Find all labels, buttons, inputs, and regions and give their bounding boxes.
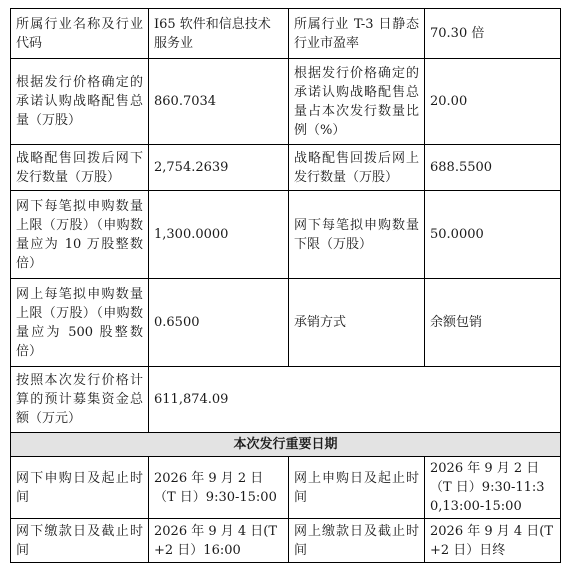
offline-quantity-label: 战略配售回拨后网下发行数量（万股）	[11, 145, 149, 191]
proceeds-value: 611,874.09	[149, 367, 561, 433]
strategic-placement-label: 根据发行价格确定的承诺认购战略配售总量（万股）	[11, 59, 149, 145]
offline-min-label: 网下每笔拟申购数量下限（万股）	[289, 191, 425, 279]
online-quantity-value: 688.5500	[425, 145, 561, 191]
industry-label: 所属行业名称及行业代码	[11, 9, 149, 59]
table-row	[11, 279, 561, 367]
industry-value: I65 软件和信息技术服务业	[149, 9, 289, 59]
online-max-label: 网上每笔拟申购数量上限（万股）（申购数量应为 500 股整数倍）	[11, 279, 149, 367]
offline-quantity-value: 2,754.2639	[149, 145, 289, 191]
offline-payment-date-value: 2026 年 9 月 4 日(T+2 日）16:00	[149, 519, 289, 563]
offline-max-label: 网下每笔拟申购数量上限（万股）（申购数量应为 10 万股整数倍）	[11, 191, 149, 279]
table-row	[11, 59, 561, 145]
offline-payment-date-label: 网下缴款日及截止时间	[11, 519, 149, 563]
online-payment-date-value: 2026 年 9 月 4 日(T+2 日）日终	[425, 519, 561, 563]
offline-subscription-date-value: 2026 年 9 月 2 日（T 日）9:30-15:00	[149, 457, 289, 519]
strategic-ratio-value: 20.00	[425, 59, 561, 145]
online-subscription-date-label: 网上申购日及起止时间	[289, 457, 425, 519]
online-subscription-date-value: 2026 年 9 月 2 日（T 日）9:30-11:30,13:00-15:00	[425, 457, 561, 519]
online-quantity-label: 战略配售回拨后网上发行数量（万股）	[289, 145, 425, 191]
offering-info-table	[10, 8, 561, 563]
section-header-row	[11, 433, 561, 457]
strategic-placement-value: 860.7034	[149, 59, 289, 145]
offline-max-value: 1,300.0000	[149, 191, 289, 279]
proceeds-label: 按照本次发行价格计算的预计募集资金总额（万元）	[11, 367, 149, 433]
table-row	[11, 519, 561, 563]
table-row	[11, 9, 561, 59]
offline-subscription-date-label: 网下申购日及起止时间	[11, 457, 149, 519]
underwriting-label: 承销方式	[289, 279, 425, 367]
online-max-value: 0.6500	[149, 279, 289, 367]
online-payment-date-label: 网上缴款日及截止时间	[289, 519, 425, 563]
table-row	[11, 145, 561, 191]
pe-ratio-value: 70.30 倍	[425, 9, 561, 59]
table-row	[11, 367, 561, 433]
underwriting-value: 余额包销	[425, 279, 561, 367]
pe-ratio-label: 所属行业 T-3 日静态行业市盈率	[289, 9, 425, 59]
offline-min-value: 50.0000	[425, 191, 561, 279]
section-title: 本次发行重要日期	[11, 433, 561, 457]
table-row	[11, 457, 561, 519]
table-row	[11, 191, 561, 279]
strategic-ratio-label: 根据发行价格确定的承诺认购战略配售总量占本次发行数量比例（%）	[289, 59, 425, 145]
